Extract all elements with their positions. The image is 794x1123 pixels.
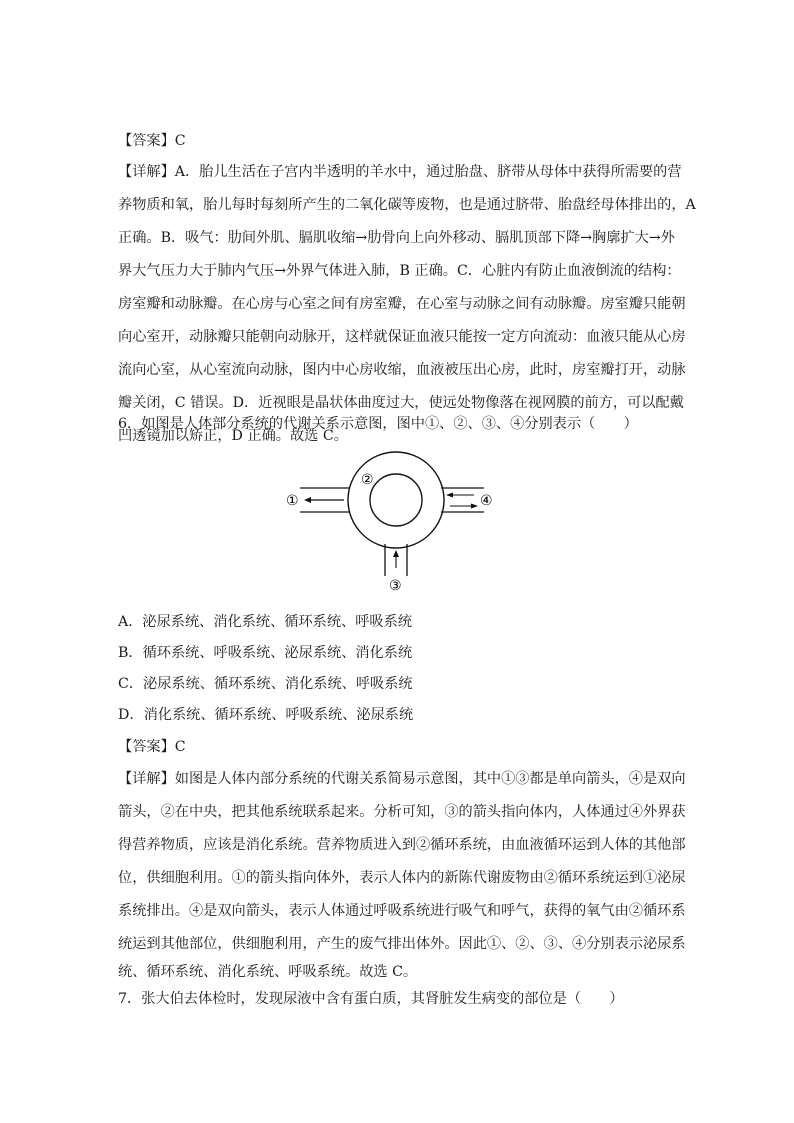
q6-question: 6．如图是人体部分系统的代谢关系示意图，图中①、②、③、④分别表示（ ） xyxy=(118,416,638,432)
label-one: ① xyxy=(286,493,299,509)
label-three: ③ xyxy=(389,578,402,593)
q5-detail-line-1: 【详解】A．胎儿生活在子宫内半透明的羊水中，通过胎盘、脐带从母体中获得所需要的营 xyxy=(118,164,682,180)
q5-detail-line-3: 正确。B．吸气：肋间外肌、膈肌收缩→肋骨向上向外移动、膈肌顶部下降→胸廓扩大→外 xyxy=(118,230,675,246)
q5-answer: 【答案】C xyxy=(118,133,186,149)
q6-detail-line-3: 得营养物质，应该是消化系统。营养物质进入到②循环系统，由血液循环运到人体的其他部 xyxy=(118,837,686,853)
q7-question: 7．张大伯去体检时，发现尿液中含有蛋白质，其肾脏发生病变的部位是（ ） xyxy=(118,991,624,1007)
q6-detail-line-4: 位，供细胞利用。①的箭头指向体外，表示人体内的新陈代谢废物由②循环系统运到①泌尿 xyxy=(118,870,686,886)
inner-ring xyxy=(370,474,422,526)
q6-answer: 【答案】C xyxy=(118,739,186,755)
q6-option-c: C．泌尿系统、循环系统、消化系统、呼吸系统 xyxy=(118,676,413,692)
q6-option-d: D．消化系统、循环系统、呼吸系统、泌尿系统 xyxy=(118,707,414,723)
outer-ring xyxy=(348,452,444,548)
label-two: ② xyxy=(361,472,374,488)
q5-detail-line-5: 房室瓣和动脉瓣。在心房与心室之间有房室瓣，在心室与动脉之间有动脉瓣。房室瓣只能朝 xyxy=(118,296,686,312)
label-four: ④ xyxy=(480,493,493,509)
q5-detail-line-4: 界大气压力大于肺内气压→外界气体进入肺，B 正确。C．心脏内有防止血液倒流的结构： xyxy=(118,263,681,279)
q5-detail-line-6: 向心室开，动脉瓣只能朝向动脉开，这样就保证血液只能按一定方向流动：血液只能从心房 xyxy=(118,329,686,345)
q6-detail-line-5: 系统排出。④是双向箭头，表示人体通过呼吸系统进行吸气和呼气，获得的氧气由②循环系 xyxy=(118,903,686,919)
q6-detail-line-1: 【详解】如图是人体内部分系统的代谢关系简易示意图，其中①③都是单向箭头，④是双向 xyxy=(118,771,686,787)
q6-detail-line-7: 统、循环系统、消化系统、呼吸系统。故选 C。 xyxy=(118,964,418,980)
q6-detail-line-2: 箭头，②在中央，把其他系统联系起来。分析可知，③的箭头指向体内，人体通过④外界获 xyxy=(118,804,686,820)
q5-detail-line-8: 瓣关闭，C 错误。D．近视眼是晶状体曲度过大，使远处物像落在视网膜的前方，可以配戴 xyxy=(118,395,684,411)
metabolism-diagram xyxy=(278,448,508,593)
q5-detail-line-9: 凹透镜加以矫正，D 正确。故选 C。 xyxy=(118,428,348,444)
q6-option-a: A．泌尿系统、消化系统、循环系统、呼吸系统 xyxy=(118,614,412,630)
q5-detail-line-7: 流向心室，从心室流向动脉，图内中心房收缩，血液被压出心房，此时，房室瓣打开，动脉 xyxy=(118,362,686,378)
q5-detail-line-2: 养物质和氧，胎儿每时每刻所产生的二氧化碳等废物，也是通过脐带、胎盘经母体排出的，A xyxy=(118,197,696,213)
q6-option-b: B．循环系统、呼吸系统、泌尿系统、消化系统 xyxy=(118,645,413,661)
q6-detail-line-6: 统运到其他部位，供细胞利用，产生的废气排出体外。因此①、②、③、④分别表示泌尿系 xyxy=(118,936,686,952)
